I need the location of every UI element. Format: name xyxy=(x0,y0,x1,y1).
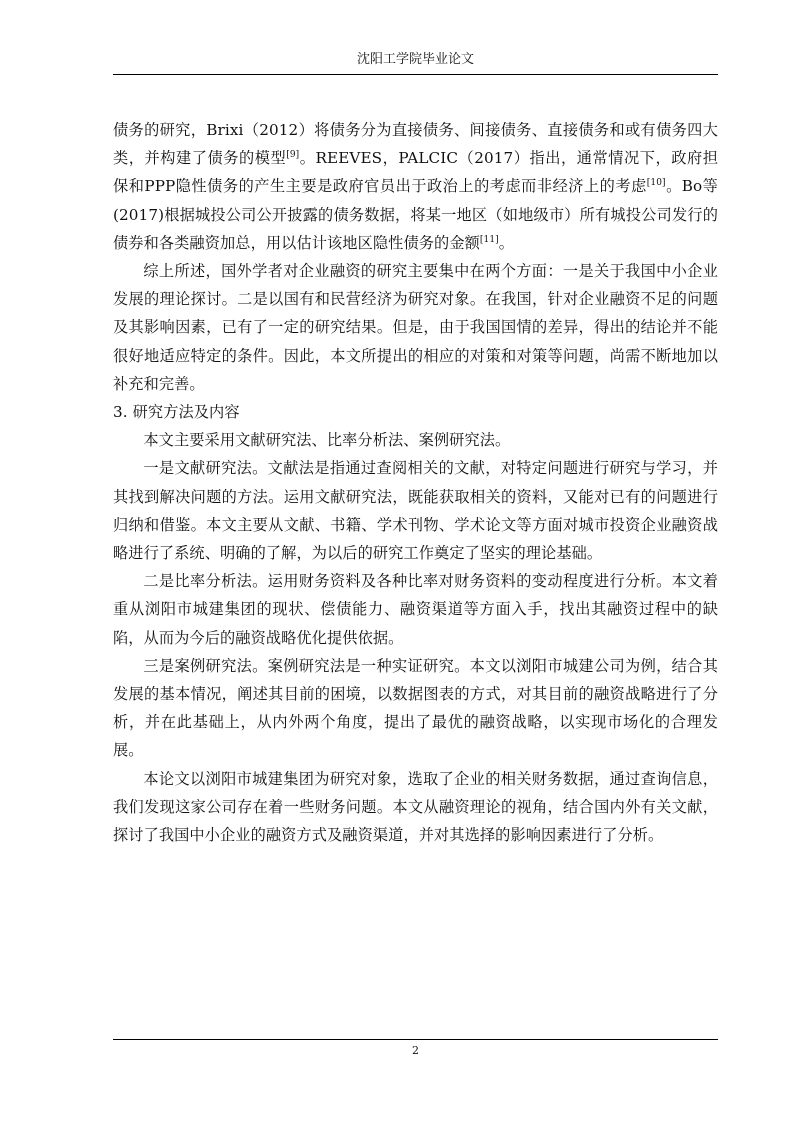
paragraph-text: 。 xyxy=(498,233,515,252)
paragraph-methods-intro: 本文主要采用文献研究法、比率分析法、案例研究法。 xyxy=(143,431,511,450)
header-divider xyxy=(113,74,718,75)
paragraph-text: 。REEVES，PALCIC（2017）指出，通常情况下，政府担保和PPP隐性债务的产生主要是政府官员出于政治上的考虑而非经济上的考虑 xyxy=(113,149,718,196)
paragraph-case-method: 三是案例研究法。案例研究法是一种实证研究。本文以浏阳市城建公司为例，结合其发展的基本情况，阐述其目前的困境，以数据图表的方式，对其目前的融资战略进行了分析，并在此基础上，从内外两个角度，提出了最优的融资战略，以实现市场化的合理发展。 xyxy=(113,656,718,760)
paragraph-text: 债务的研究，Brixi（2012）将债务分为直接债务、间接债务、直接债务和或有债务四大类，并构建了债务的模型 xyxy=(113,121,718,168)
paragraph-debt-research xyxy=(113,116,718,257)
paragraph-ratio-method: 二是比率分析法。运用财务资料及各种比率对财务资料的变动程度进行分析。本文着重从浏阳市城建集团的现状、偿债能力、融资渠道等方面入手，找出其融资过程中的缺陷，从而为今后的融资战略优化提供依据。 xyxy=(113,572,718,647)
page-header-title: 沈阳工学院毕业论文 xyxy=(356,52,474,67)
citation-ref: [10] xyxy=(646,178,666,189)
section-heading-methods: 3. 研究方法及内容 xyxy=(113,403,240,422)
paragraph-summary: 综上所述，国外学者对企业融资的研究主要集中在两个方面：一是关于我国中小企业发展的理论探讨。二是以国有和民营经济为研究对象。在我国，针对企业融资不足的问题及其影响因素，已有了一定的研究结果。但是，由于我国国情的差异，得出的结论并不能很好地适应特定的条件。因此，本文所提出的相应的对策和对策等问题，尚需不断地加以补充和完善。 xyxy=(113,262,718,393)
citation-ref: [9] xyxy=(286,150,300,161)
paragraph-text: 。Bo等(2017)根据城投公司公开披露的债务数据，将某一地区（如地级市）所有城投公司发行的债券和各类融资加总，用以估计该地区隐性债务的金额 xyxy=(113,177,718,252)
citation-ref: [11] xyxy=(479,234,499,245)
footer-divider xyxy=(113,1039,718,1040)
page-number: 2 xyxy=(412,1044,419,1057)
paragraph-conclusion: 本论文以浏阳市城建集团为研究对象，选取了企业的相关财务数据，通过查询信息，我们发现这家公司存在着一些财务问题。本文从融资理论的视角，结合国内外有关文献，探讨了我国中小企业的融资方式及融资渠道，并对其选择的影响因素进行了分析。 xyxy=(113,769,718,845)
paragraph-literature-method: 一是文献研究法。文献法是指通过查阅相关的文献，对特定问题进行研究与学习，并其找到解决问题的方法。运用文献研究法，既能获取相关的资料，又能对已有的问题进行归纳和借鉴。本文主要从文献、书籍、学术刊物、学术论文等方面对城市投资企业融资战略进行了系统、明确的了解，为以后的研究工作奠定了坚实的理论基础。 xyxy=(113,459,718,563)
main-content xyxy=(113,116,718,849)
